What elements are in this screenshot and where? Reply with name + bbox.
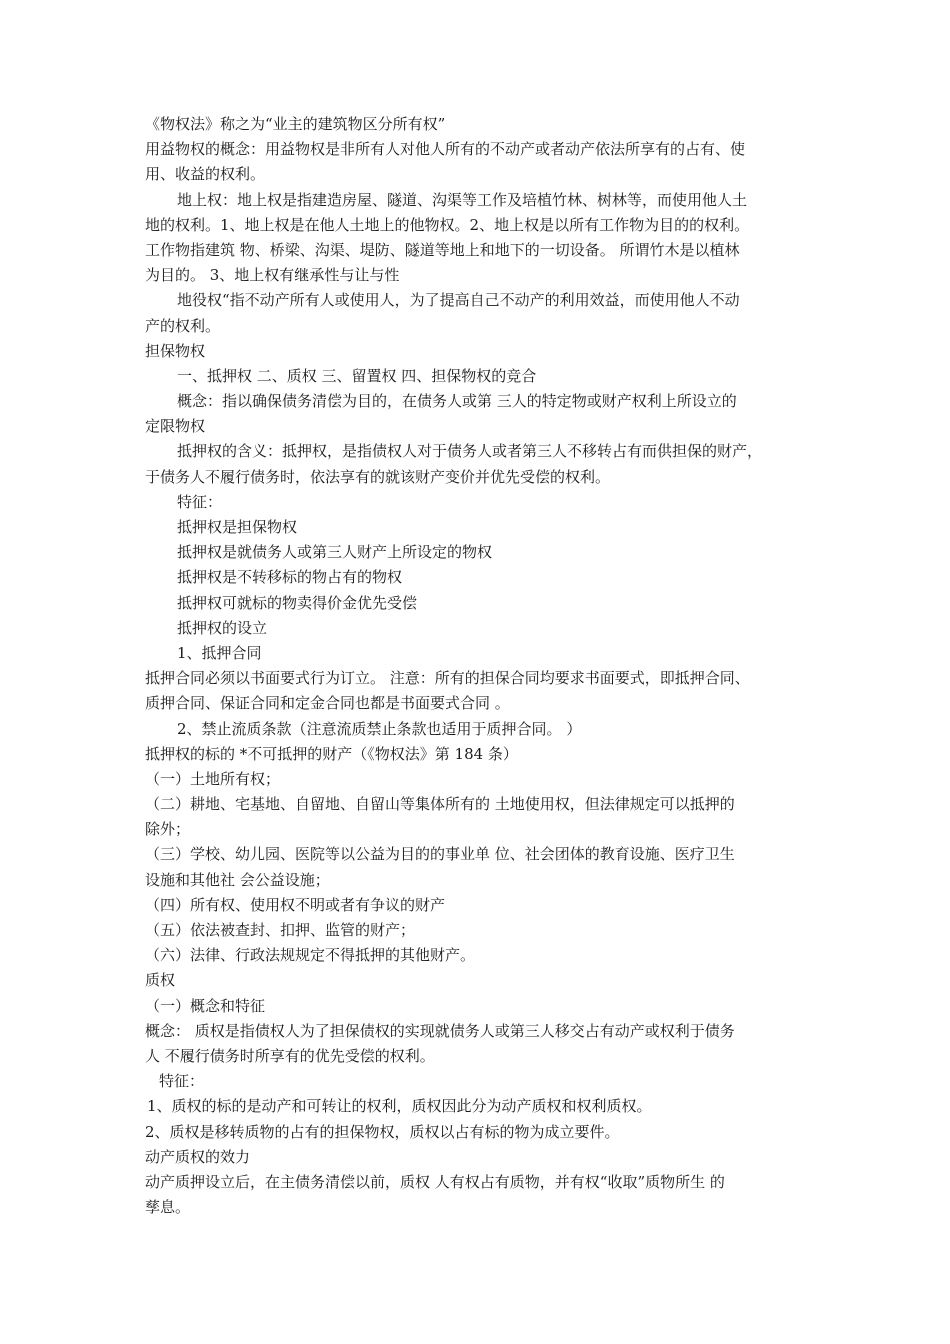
text-line: （二）耕地、宅基地、自留地、自留山等集体所有的 土地使用权，但法律规定可以抵押的 bbox=[145, 795, 735, 814]
text-line: （一）土地所有权； bbox=[145, 769, 281, 788]
text-line: 定限物权 bbox=[145, 417, 206, 436]
text-line: 用益物权的概念：用益物权是非所有人对他人所有的不动产或者动产依法所享有的占有、使 bbox=[145, 140, 746, 159]
text-line: 特征： bbox=[159, 1072, 205, 1091]
text-line: （五）依法被查封、扣押、监管的财产； bbox=[145, 921, 416, 939]
text-line: 1、质权的标的是动产和可转让的权利，质权因此分为动产质权和权利质权。 bbox=[147, 1097, 652, 1116]
text-line: 2、禁止流质条款（注意流质禁止条款也适用于质押合同。 ） bbox=[177, 719, 582, 738]
text-line: 孳息。 bbox=[145, 1198, 191, 1217]
text-line: （四）所有权、使用权不明或者有争议的财产 bbox=[145, 895, 446, 914]
text-line: 抵押权是担保物权 bbox=[177, 518, 298, 536]
text-line: 担保物权 bbox=[145, 341, 206, 360]
text-line: 工作物指建筑 物、桥梁、沟渠、堤防、隧道等地上和地下的一切设备。 所谓竹木是以植林 bbox=[145, 240, 740, 259]
text-line: 抵押权的含义：抵押权，是指债权人对于债务人或者第三人不移转占有而供担保的财产， bbox=[177, 442, 763, 461]
text-line: （一）概念和特征 bbox=[145, 996, 266, 1015]
text-line: 人 不履行债务时所享有的优先受偿的权利。 bbox=[145, 1046, 435, 1065]
text-line: 1、抵押合同 bbox=[177, 643, 262, 662]
text-line: 质押合同、保证合同和定金合同也都是书面要式合同 。 bbox=[145, 694, 510, 713]
text-line: 概念：指以确保债务清偿为目的，在债务人或第 三人的特定物或财产权利上所设立的 bbox=[177, 392, 737, 411]
text-line: 抵押合同必须以书面要式行为订立。 注意：所有的担保合同均要求书面要式，即抵押合同、 bbox=[145, 669, 750, 688]
document-page bbox=[145, 112, 810, 1220]
text-line: 特征： bbox=[177, 492, 223, 511]
text-line: 动产质押设立后，在主债务清偿以前，质权 人有权占有质物，并有权“收取”质物所生 的 bbox=[145, 1172, 725, 1191]
text-line: 地役权“指不动产所有人或使用人，为了提高自己不动产的利用效益，而使用他人不动 bbox=[177, 291, 740, 310]
text-line: 抵押权的设立 bbox=[177, 618, 268, 637]
text-line: 地的权利。1、地上权是在他人土地上的他物权。2、地上权是以所有工作物为目的的权利。 bbox=[145, 215, 750, 234]
text-line: 除外； bbox=[145, 820, 191, 839]
text-line: 抵押权可就标的物卖得价金优先受偿 bbox=[177, 593, 418, 612]
text-line: 抵押权是不转移标的物占有的物权 bbox=[177, 568, 403, 587]
text-line: 《物权法》称之为“业主的建筑物区分所有权” bbox=[145, 115, 446, 133]
text-line: 质权 bbox=[145, 971, 176, 990]
text-line: 动产质权的效力 bbox=[145, 1147, 251, 1166]
text-line: 2、质权是移转质物的占有的担保物权，质权以占有标的物为成立要件。 bbox=[145, 1122, 620, 1141]
text-line: 一、抵押权 二、质权 三、留置权 四、担保物权的竞合 bbox=[177, 366, 537, 385]
text-line: 地上权：地上权是指建造房屋、隧道、沟渠等工作及培植竹林、树林等，而使用他人土 bbox=[177, 190, 748, 209]
text-line: 用、收益的权利。 bbox=[145, 165, 266, 184]
text-line: 抵押权的标的 *不可抵押的财产（《物权法》第 184 条） bbox=[145, 744, 518, 763]
text-line: （六）法律、行政法规规定不得抵押的其他财产。 bbox=[145, 946, 476, 965]
text-line: 产的权利。 bbox=[145, 316, 221, 335]
text-line: 设施和其他社 会公益设施； bbox=[145, 870, 330, 889]
text-line: 为目的。 3、地上权有继承性与让与性 bbox=[145, 266, 400, 285]
text-line: （三）学校、幼儿园、医院等以公益为目的的事业单 位、社会团体的教育设施、医疗卫生 bbox=[145, 845, 735, 864]
text-line: 抵押权是就债务人或第三人财产上所设定的物权 bbox=[177, 543, 493, 562]
text-line: 概念： 质权是指债权人为了担保债权的实现就债务人或第三人移交占有动产或权利于债务 bbox=[145, 1021, 735, 1040]
text-line: 于债务人不履行债务时，依法享有的就该财产变价并优先受偿的权利。 bbox=[145, 467, 611, 486]
